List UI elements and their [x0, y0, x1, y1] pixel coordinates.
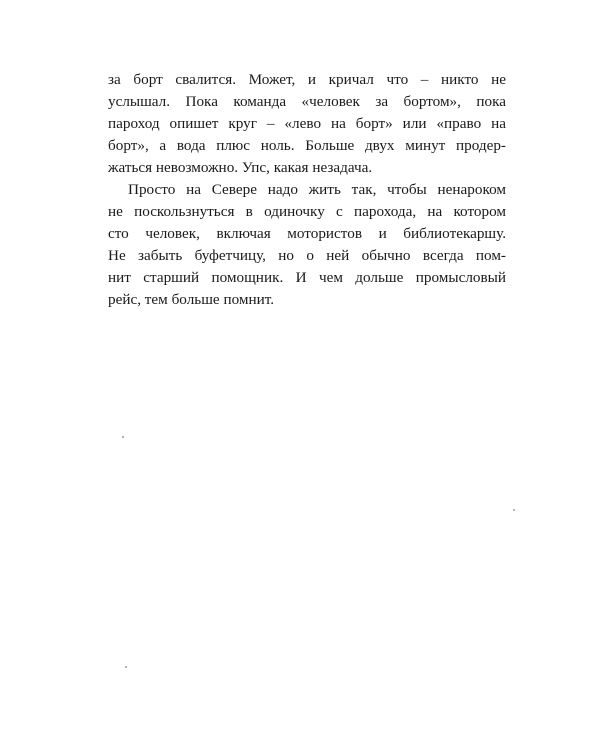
text-line: не поскользнуться в одиночку с парохода, на котором [108, 203, 506, 220]
body-text [108, 69, 506, 311]
text-line: за борт свалится. Может, и кричал что – никто не [108, 71, 506, 88]
text-line: борт», а вода плюс ноль. Больше двух минут продер- [108, 137, 506, 154]
text-line: Не забыть буфетчицу, но о ней обычно всегда пом- [108, 247, 506, 264]
text-line: нит старший помощник. И чем дольше промысловый [108, 269, 506, 286]
paragraph-2 [108, 179, 506, 311]
paragraph-1 [108, 69, 506, 179]
text-line: рейс, тем больше помнит. [108, 291, 275, 308]
text-line: сто человек, включая мотористов и библиотекаршу. [108, 225, 506, 242]
scan-speck [122, 436, 124, 438]
text-line: жаться невозможно. Упс, какая незадача. [108, 159, 373, 176]
text-line: пароход опишет круг – «лево на борт» или «право на [108, 115, 506, 132]
text-line: услышал. Пока команда «человек за бортом», пока [108, 93, 506, 110]
scan-speck [125, 666, 127, 668]
scan-speck [513, 509, 515, 511]
text-line: Просто на Севере надо жить так, чтобы ненароком [128, 181, 506, 198]
